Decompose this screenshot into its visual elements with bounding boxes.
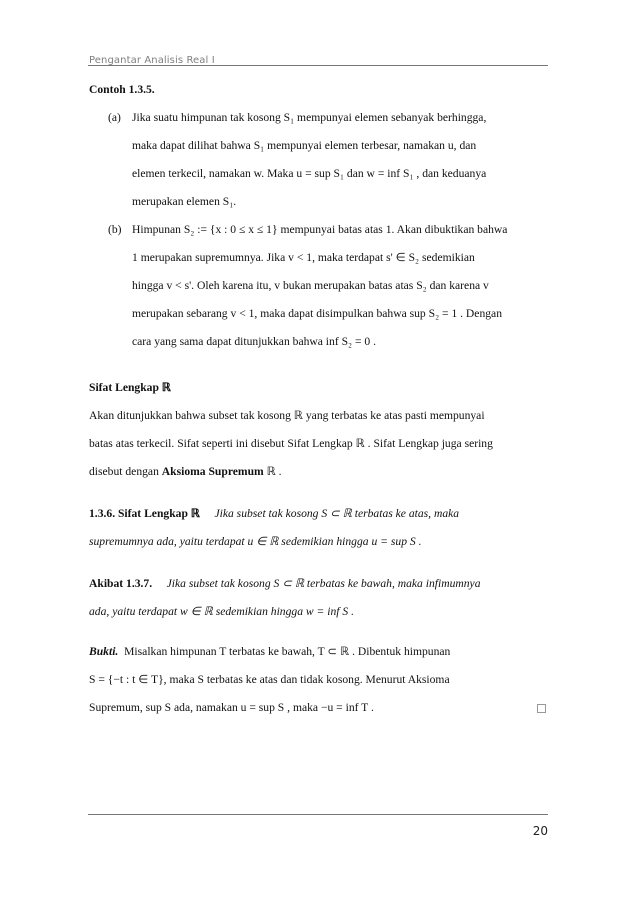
supremum-axiom-term: Aksioma Supremum bbox=[161, 465, 264, 478]
completeness-line-2: batas atas terkecil. Sifat seperti ini disebut Sifat Lengkap ℝ . Sifat Lengkap juga sering bbox=[89, 437, 493, 450]
completeness-line-1: Akan ditunjukkan bahwa subset tak kosong ℝ yang terbatas ke atas pasti mempunyai bbox=[89, 409, 485, 422]
item-a-line-2: maka dapat dilihat bahwa S₁ mempunyai elemen terbesar, namakan u, dan bbox=[132, 139, 477, 152]
proof-text-3: Supremum, sup S ada, namakan u = sup S , maka −u = inf T . bbox=[89, 701, 374, 714]
footer-divider bbox=[88, 814, 548, 815]
qed-box-icon bbox=[537, 704, 546, 713]
completeness-line-3-suffix: ℝ . bbox=[263, 465, 282, 478]
corollary-statement: Jika subset tak kosong S ⊂ ℝ terbatas ke bawah, maka infimumnya bbox=[166, 577, 481, 590]
item-b-line-1: Himpunan S₂ := {x : 0 ≤ x ≤ 1} mempunyai batas atas 1. Akan dibuktikan bahwa bbox=[132, 223, 508, 236]
corollary-label: Akibat 1.3.7. bbox=[89, 577, 153, 590]
example-item-a bbox=[89, 104, 548, 132]
item-b-line-2: 1 merupakan supremumnya. Jika v < 1, maka terdapat s' ∈ S₂ sedemikian bbox=[132, 251, 475, 264]
axiom-line-1 bbox=[89, 500, 548, 528]
item-a-line-4: merupakan elemen S₁. bbox=[132, 195, 237, 208]
item-a-line-1: Jika suatu himpunan tak kosong S₁ mempunyai elemen sebanyak berhingga, bbox=[132, 111, 487, 124]
item-b-line-4: merupakan sebarang v < 1, maka dapat disimpulkan bahwa sup S₂ = 1 . Dengan bbox=[132, 307, 502, 320]
example-title: Contoh 1.3.5. bbox=[89, 83, 155, 96]
example-item-b bbox=[89, 216, 548, 244]
item-b-line-5: cara yang sama dapat ditunjukkan bahwa inf S₂ = 0 . bbox=[132, 335, 376, 348]
item-b-marker: (b) bbox=[108, 223, 122, 236]
proof-line-1 bbox=[89, 638, 548, 666]
page-content bbox=[89, 76, 548, 722]
completeness-line-3 bbox=[89, 458, 548, 486]
axiom-statement: Jika subset tak kosong S ⊂ ℝ terbatas ke atas, maka bbox=[214, 507, 460, 520]
completeness-line-3-prefix: disebut dengan bbox=[89, 465, 162, 478]
proof-line-3 bbox=[89, 694, 548, 722]
proof-line-2: S = {−t : t ∈ T}, maka S terbatas ke atas dan tidak kosong. Menurut Aksioma bbox=[89, 673, 450, 686]
proof-label: Bukti. bbox=[89, 645, 119, 658]
header-divider bbox=[88, 65, 548, 66]
corollary-line-2: ada, yaitu terdapat w ∈ ℝ sedemikian hingga w = inf S . bbox=[89, 605, 354, 618]
axiom-line-2: supremumnya ada, yaitu terdapat u ∈ ℝ sedemikian hingga u = sup S . bbox=[89, 535, 422, 548]
running-header: Pengantar Analisis Real I bbox=[89, 55, 215, 66]
item-a-marker: (a) bbox=[108, 111, 121, 124]
item-b-line-3: hingga v < s'. Oleh karena itu, v bukan merupakan batas atas S₂ dan karena v bbox=[132, 279, 489, 292]
completeness-title: Sifat Lengkap ℝ bbox=[89, 381, 171, 394]
item-a-line-3: elemen terkecil, namakan w. Maka u = sup S₁ dan w = inf S₁ , dan keduanya bbox=[132, 167, 487, 180]
proof-text-1: Misalkan himpunan T terbatas ke bawah, T ⊂ ℝ . Dibentuk himpunan bbox=[124, 645, 451, 658]
page-number: 20 bbox=[532, 824, 548, 838]
axiom-label: 1.3.6. Sifat Lengkap ℝ bbox=[89, 507, 200, 520]
corollary-line-1 bbox=[89, 570, 548, 598]
